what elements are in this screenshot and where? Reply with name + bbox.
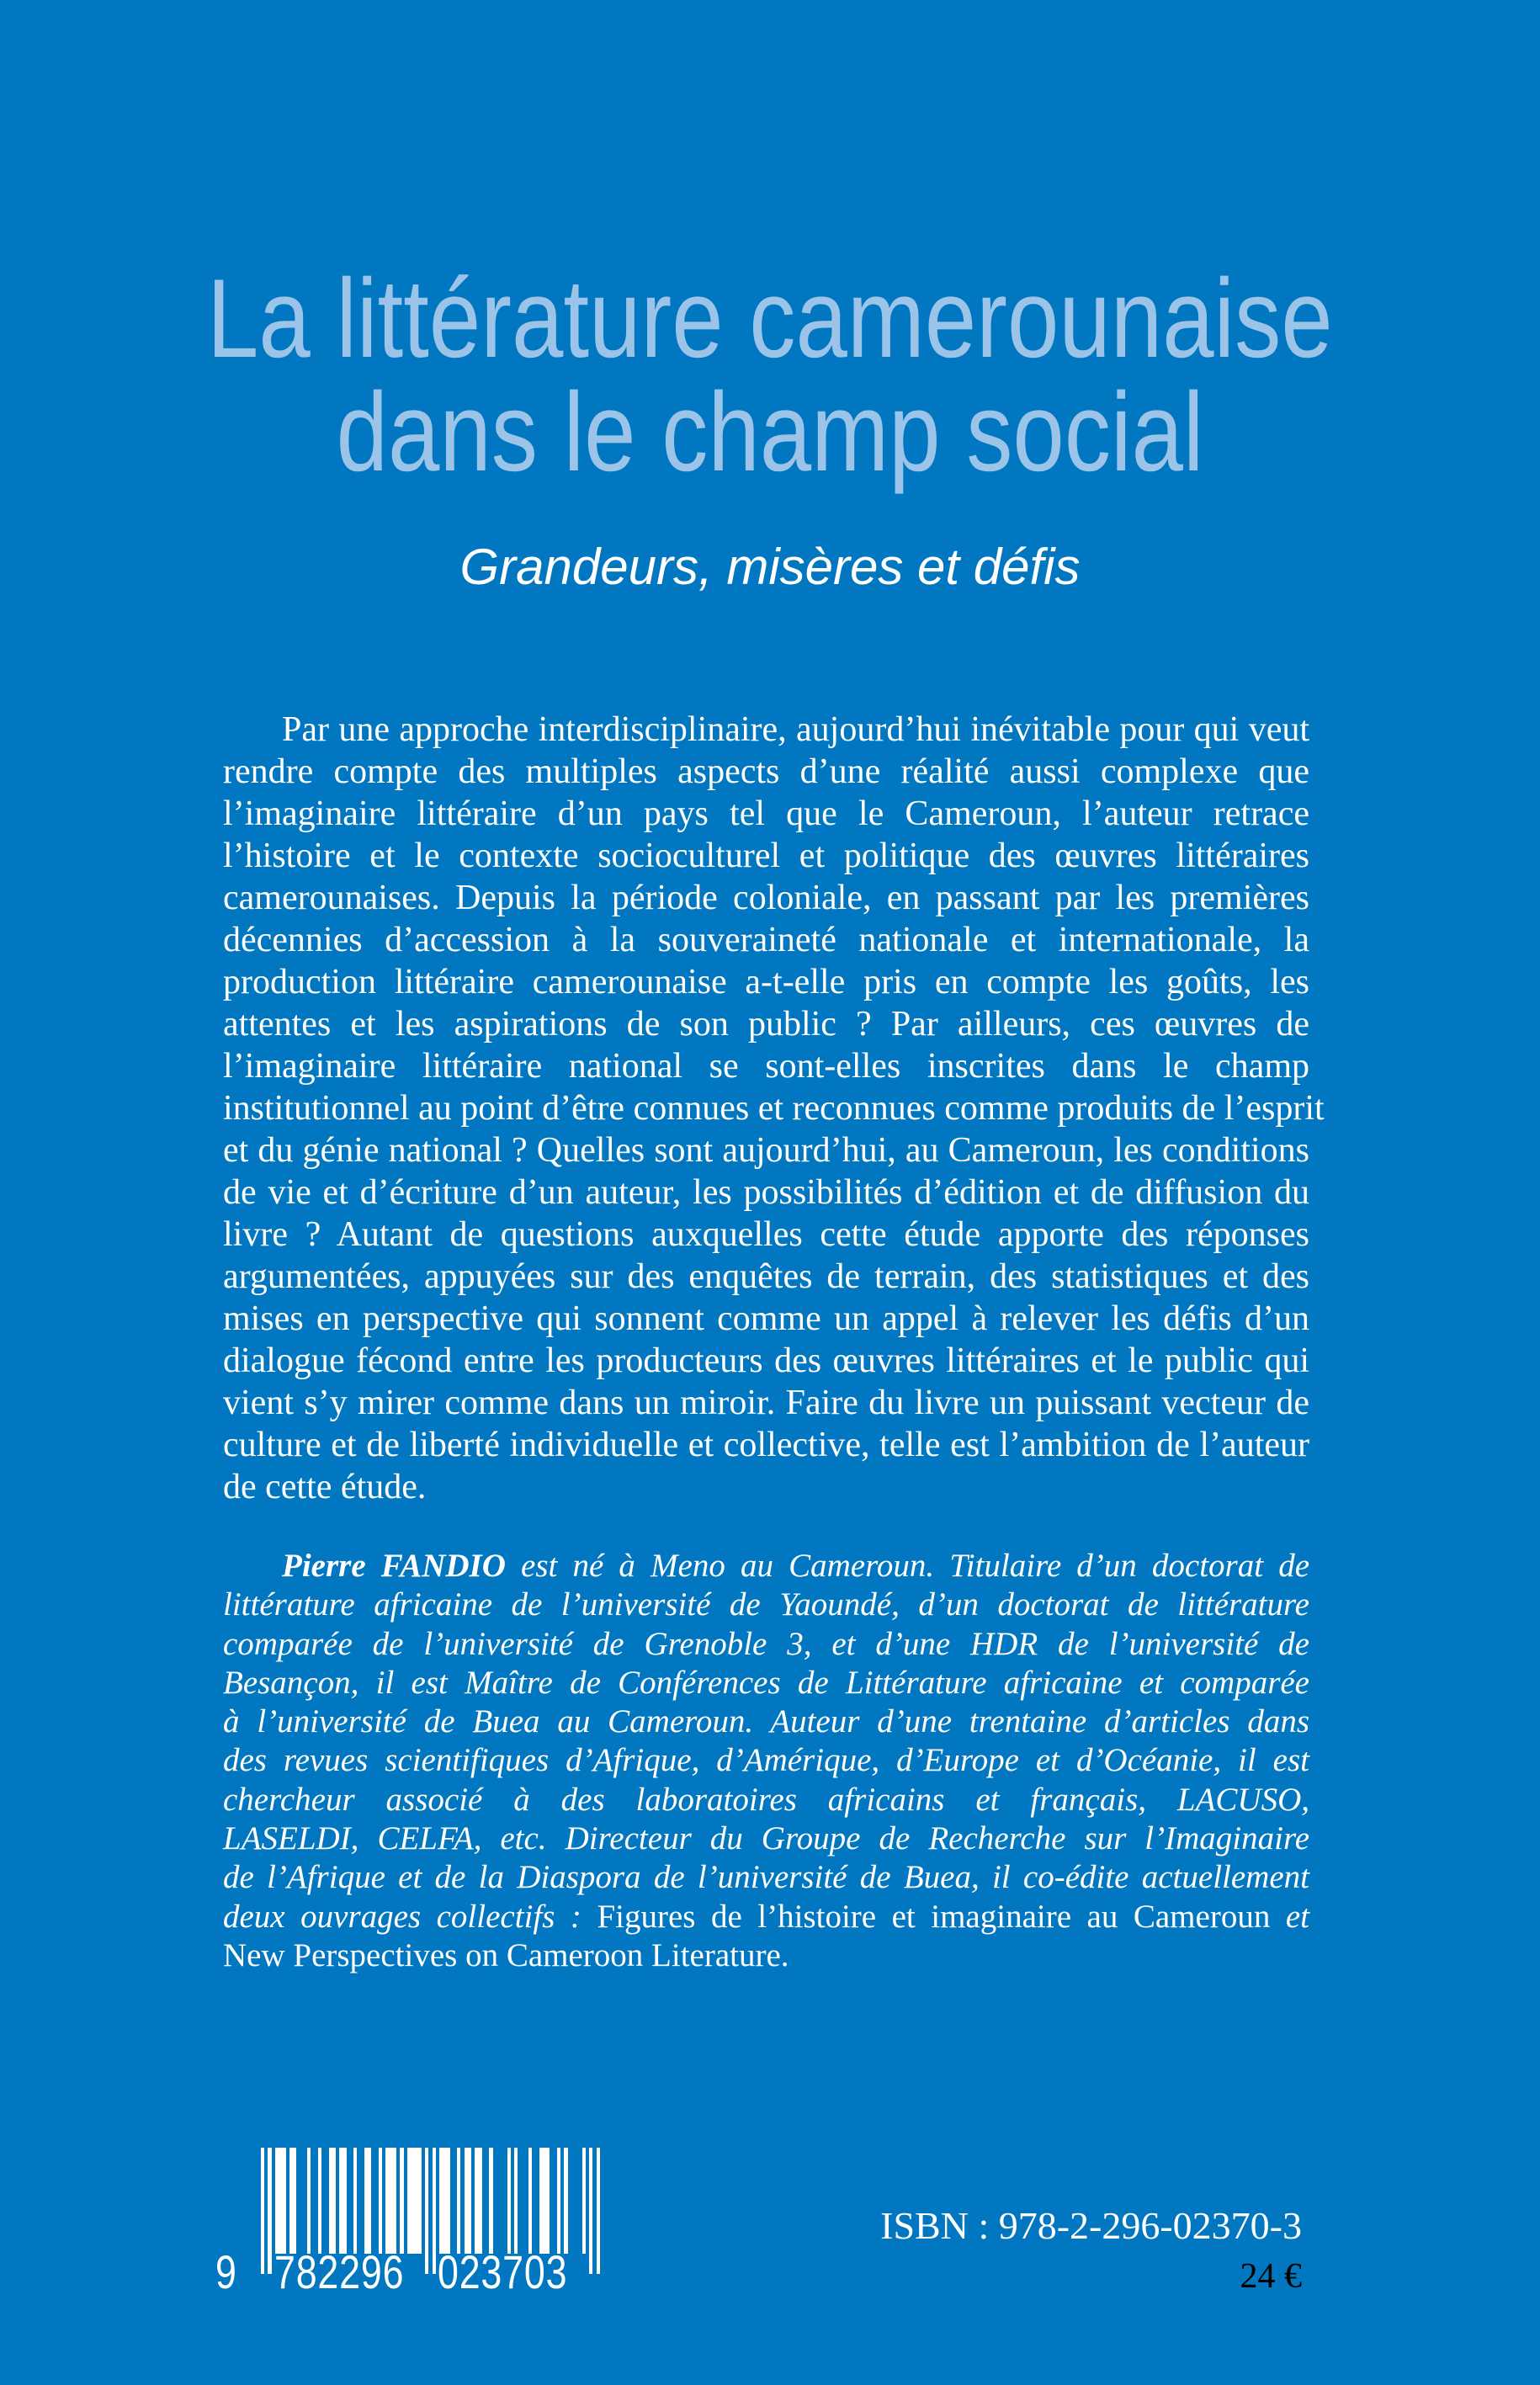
barcode-bar <box>353 2148 357 2254</box>
author-bio-paragraph <box>223 1547 1309 1975</box>
barcode-bar <box>293 2148 296 2254</box>
barcode-bar <box>514 2148 518 2254</box>
summary-line: rendre compte des multiples aspects d’une réalité aussi complexe que <box>223 752 1309 791</box>
price: 24 € <box>1240 2257 1302 2296</box>
barcode-bar <box>457 2148 460 2254</box>
bio-text: Besançon, il est Maître de Conférences de Littérature africaine et comparée <box>223 1664 1309 1701</box>
barcode-bar <box>489 2148 492 2254</box>
bio-text: à l’université de Buea au Cameroun. Auteur d’une trentaine d’articles dans <box>223 1703 1309 1740</box>
bio-line <box>223 1625 1309 1664</box>
summary-line: et du génie national ? Quelles sont aujourd’hui, au Cameroun, les conditions <box>223 1131 1309 1170</box>
barcode-bar <box>468 2148 471 2254</box>
barcode-bar <box>332 2148 336 2254</box>
barcode-bar <box>343 2148 347 2254</box>
summary-line: mises en perspective qui sonnent comme un appel à relever les défis d’un <box>223 1299 1309 1338</box>
summary-line: Par une approche interdisciplinaire, aujourd’hui inévitable pour qui veut <box>282 710 1309 749</box>
bio-text: est né à Meno au Cameroun. Titulaire d’un doctorat de <box>505 1548 1309 1584</box>
book-title-reference: New Perspectives on Cameroon Literature. <box>223 1936 789 1973</box>
summary-line: l’imaginaire littéraire d’un pays tel que le Cameroun, l’auteur retrace <box>223 794 1309 833</box>
summary-line: dialogue fécond entre les producteurs des œuvres littéraires et le public qui <box>223 1341 1309 1380</box>
summary-line: livre ? Autant de questions auxquelles cette étude apporte des réponses <box>223 1215 1309 1254</box>
barcode-bar <box>318 2148 321 2254</box>
book-title-reference: Figures de l’histoire et imaginaire au Cameroun <box>597 1898 1271 1935</box>
bio-text: chercheur associé à des laboratoires africains et français, LACUSO, <box>223 1781 1309 1818</box>
barcode-bar <box>282 2148 285 2254</box>
bio-line <box>223 1741 1309 1780</box>
summary-line: de vie et d’écriture d’un auteur, les possibilités d’édition et de diffusion du <box>223 1173 1309 1212</box>
summary-line: production littéraire camerounaise a-t-elle pris en compte les goûts, les <box>223 963 1309 1001</box>
summary-paragraph <box>223 709 1325 1508</box>
isbn-number: ISBN : 978-2-296-02370-3 <box>880 2204 1302 2247</box>
summary-line: l’imaginaire littéraire national se sont-elles inscrites dans le champ <box>223 1047 1309 1086</box>
bio-text: comparée de l’université de Grenoble 3, et d’une HDR de l’université de <box>223 1625 1309 1662</box>
barcode-bar <box>418 2148 422 2254</box>
barcode-bar <box>589 2148 592 2274</box>
summary-line: décennies d’accession à la souveraineté nationale et internationale, la <box>223 921 1309 959</box>
book-subtitle: Grandeurs, misères et défis <box>459 539 1081 595</box>
bio-line <box>223 1781 1309 1819</box>
summary-line: l’histoire et le contexte socioculturel et politique des œuvres littéraires <box>223 837 1309 875</box>
bio-text: deux ouvrages collectifs : <box>223 1898 597 1935</box>
bio-text: LASELDI, CELFA, etc. Directeur du Groupe de Recherche sur l’Imaginaire <box>223 1820 1309 1857</box>
barcode-digits-left: 782296 <box>274 2245 405 2298</box>
bio-line <box>223 1586 1309 1624</box>
barcode-digits-right: 023703 <box>438 2245 568 2298</box>
bio-line <box>223 1702 1309 1741</box>
barcode-bar <box>379 2148 382 2254</box>
bio-line <box>223 1547 1309 1586</box>
bio-line <box>223 1819 1309 1858</box>
barcode-digit-first: 9 <box>215 2245 237 2298</box>
barcode-bar <box>261 2148 264 2274</box>
summary-line: de cette étude. <box>223 1468 427 1506</box>
summary-line: institutionnel au point d’être connues et reconnues comme produits de l’esprit <box>223 1089 1325 1128</box>
barcode-bar <box>479 2148 482 2254</box>
bio-line <box>223 1664 1309 1702</box>
barcode-bar <box>546 2148 550 2254</box>
title-text: dans le champ social <box>336 370 1204 495</box>
barcode-bar <box>528 2148 532 2254</box>
summary-line: vient s’y mirer comme dans un miroir. Faire du livre un puissant vecteur de <box>223 1384 1309 1422</box>
summary-line: argumentées, appuyées sur des enquêtes de terrain, des statistiques et des <box>223 1257 1309 1296</box>
barcode-bar <box>433 2148 436 2274</box>
barcode-bar <box>307 2148 311 2254</box>
barcode-bar <box>393 2148 396 2254</box>
barcode-bar <box>400 2148 403 2254</box>
barcode-bar <box>582 2148 586 2254</box>
book-title-line-1 <box>0 257 1540 381</box>
bio-line <box>223 1898 1309 1936</box>
bio-text: de l’Afrique et de la Diaspora de l’université de Buea, il co-édite actuellement <box>223 1859 1309 1896</box>
author-name: Pierre FANDIO <box>282 1548 506 1584</box>
title-text: La littérature camerounaise <box>207 257 1333 381</box>
bio-line <box>223 1858 1309 1897</box>
summary-line: camerounaises. Depuis la période coloniale, en passant par les premières <box>223 879 1309 917</box>
barcode-bar <box>368 2148 371 2254</box>
barcode-bar <box>268 2148 271 2274</box>
bio-line <box>223 1936 1309 1975</box>
barcode-bar <box>446 2148 449 2254</box>
barcode-bar <box>557 2148 560 2254</box>
barcode-bar <box>597 2148 600 2274</box>
summary-line: culture et de liberté individuelle et collective, telle est l’ambition de l’auteur <box>223 1426 1309 1464</box>
bio-text: des revues scientifiques d’Afrique, d’Amérique, d’Europe et d’Océanie, il est <box>223 1742 1309 1779</box>
bio-text: littérature africaine de l’université de Yaoundé, d’un doctorat de littérature <box>223 1586 1309 1623</box>
barcode-bar <box>564 2148 567 2254</box>
barcode-bar <box>507 2148 511 2254</box>
barcode-bar <box>425 2148 428 2274</box>
bio-text: et <box>1270 1898 1309 1935</box>
book-title-line-2 <box>0 370 1540 495</box>
summary-line: attentes et les aspirations de son public ? Par ailleurs, ces œuvres de <box>223 1005 1309 1044</box>
